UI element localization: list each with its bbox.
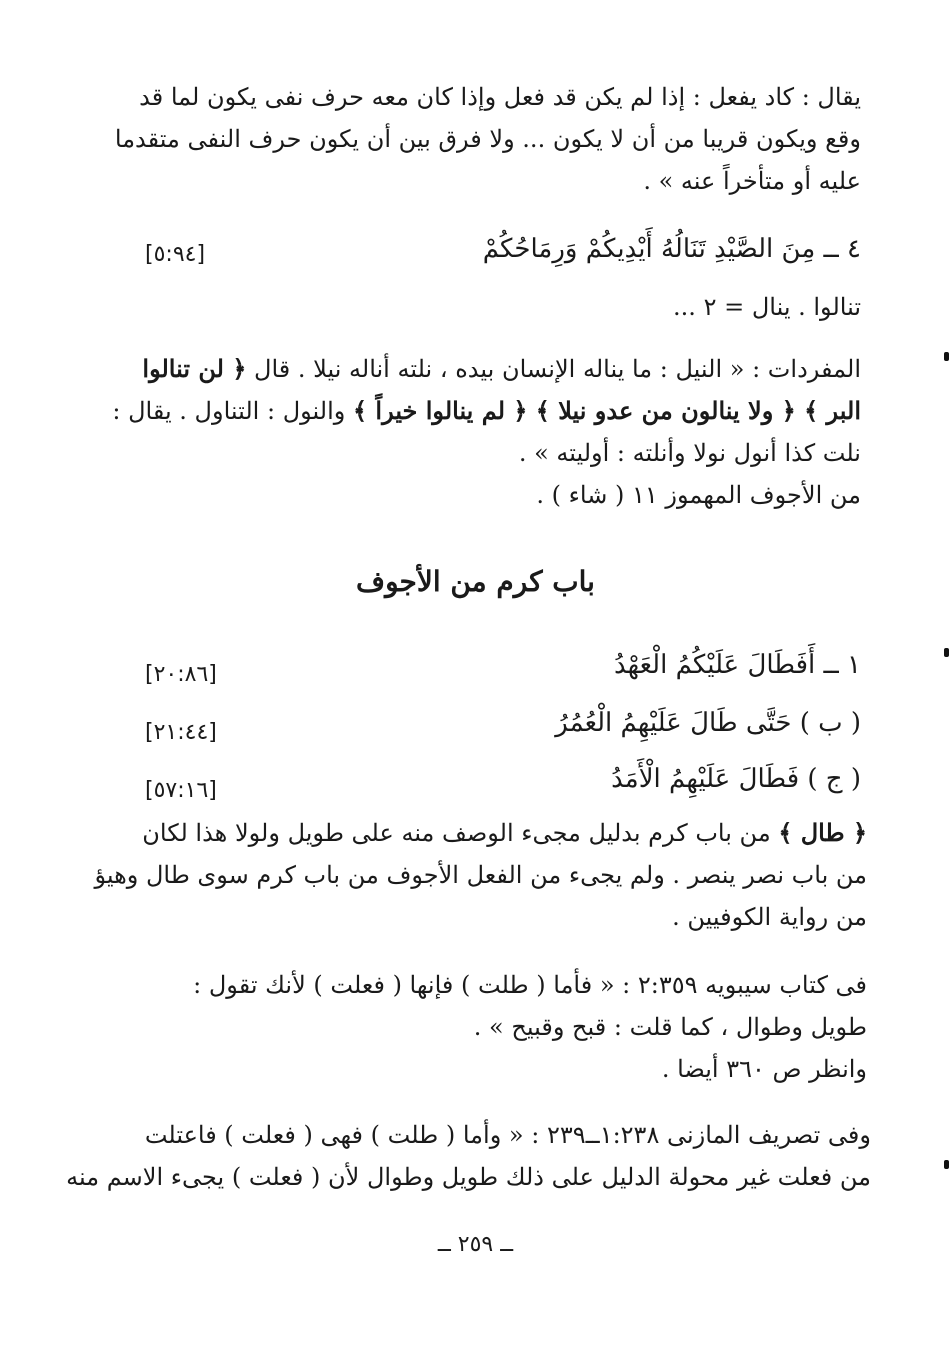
- verse-1-reference: [٢٠:٨٦]: [145, 662, 217, 687]
- scan-speck: [944, 352, 949, 361]
- text-line: فى كتاب سيبويه ٢:٣٥٩ : « فأما ( طلت ) فإنها ( فعلت ) لأنك تقول :: [193, 971, 867, 999]
- text-line: [94, 812, 867, 854]
- verse-1b: ( ب ) حَتَّى طَالَ عَلَيْهِمُ الْعُمُرُ: [555, 708, 861, 738]
- tanaaloo-line: تنالوا . ينال = ٢ ...: [673, 293, 861, 321]
- paragraph-taal: [94, 812, 867, 938]
- paragraph-mazini: [66, 1114, 871, 1198]
- text-line: [112, 390, 861, 432]
- verse-1c-reference: [٥٧:١٦]: [145, 778, 217, 803]
- text-line: من الأجوف المهموز ١١ ( شاء ) .: [536, 481, 861, 509]
- text-line: وفى تصريف المازنى ١:٢٣٨ــ٢٣٩ : « وأما ( طلت ) فهى ( فعلت ) فاعتلت: [144, 1121, 871, 1149]
- quran-quote: ﴿ طال ﴾: [778, 818, 867, 847]
- verse-4: ٤ ــ مِنَ الصَّيْدِ تَنَالُهُ أَيْدِيكُمْ وَرِمَاحُكُمْ: [482, 234, 861, 264]
- paragraph-sibawayh: [193, 964, 867, 1090]
- text-line: من فعلت غير محولة الدليل على ذلك طويل وطوال لأن ( فعلت ) يجىء الاسم منه: [66, 1163, 871, 1191]
- paragraph-mufradat: [112, 348, 861, 516]
- verse-1c: ( ج ) فَطَالَ عَلَيْهِمُ الْأَمَدُ: [611, 764, 861, 794]
- section-heading: باب كرم من الأجوف: [356, 565, 595, 598]
- quran-quote: البر ﴾ ﴿ ولا ينالون من عدو نيلا ﴾ ﴿ لم ينالوا خيراً ﴾: [352, 396, 861, 425]
- scan-speck: [944, 1160, 949, 1169]
- text-segment: من باب كرم بدليل مجىء الوصف منه على طويل ولولا هذا لكان: [142, 819, 771, 847]
- text-segment: المفردات : « النيل : ما يناله الإنسان بيده ، نلته أناله نيلا . قال: [254, 355, 861, 383]
- text-line: من باب نصر ينصر . ولم يجىء من الفعل الأجوف من باب كرم سوى طال وهيؤ: [94, 861, 867, 889]
- text-line: طويل وطوال ، كما قلت : قبح وقبيح » .: [473, 1013, 867, 1041]
- text-line: عليه أو متأخراً عنه » .: [643, 167, 861, 195]
- text-segment: والنول : التناول . يقال :: [112, 397, 346, 425]
- verse-1b-reference: [٢١:٤٤]: [145, 720, 217, 745]
- text-line: وقع ويكون قريبا من أن لا يكون ... ولا فرق بين أن يكون حرف النفى متقدما: [114, 125, 861, 153]
- text-line: [112, 348, 861, 390]
- quran-quote: ﴿ لن تنالوا: [142, 354, 247, 383]
- page-number: ــ ٢٥٩ ــ: [437, 1232, 514, 1257]
- scan-speck: [944, 648, 949, 657]
- verse-4-reference: [٥:٩٤]: [145, 242, 206, 267]
- verse-1: ١ ــ أَفَطَالَ عَلَيْكُمُ الْعَهْدُ: [613, 650, 861, 680]
- text-line: وانظر ص ٣٦٠ أيضا .: [661, 1055, 867, 1083]
- text-line: نلت كذا أنول نولا وأنلته : أوليته » .: [518, 439, 861, 467]
- text-line: يقال : كاد يفعل : إذا لم يكن قد فعل وإذا كان معه حرف نفى يكون لما قد: [139, 83, 861, 111]
- text-line: من رواية الكوفيين .: [672, 903, 867, 931]
- paragraph-kada: [115, 76, 861, 202]
